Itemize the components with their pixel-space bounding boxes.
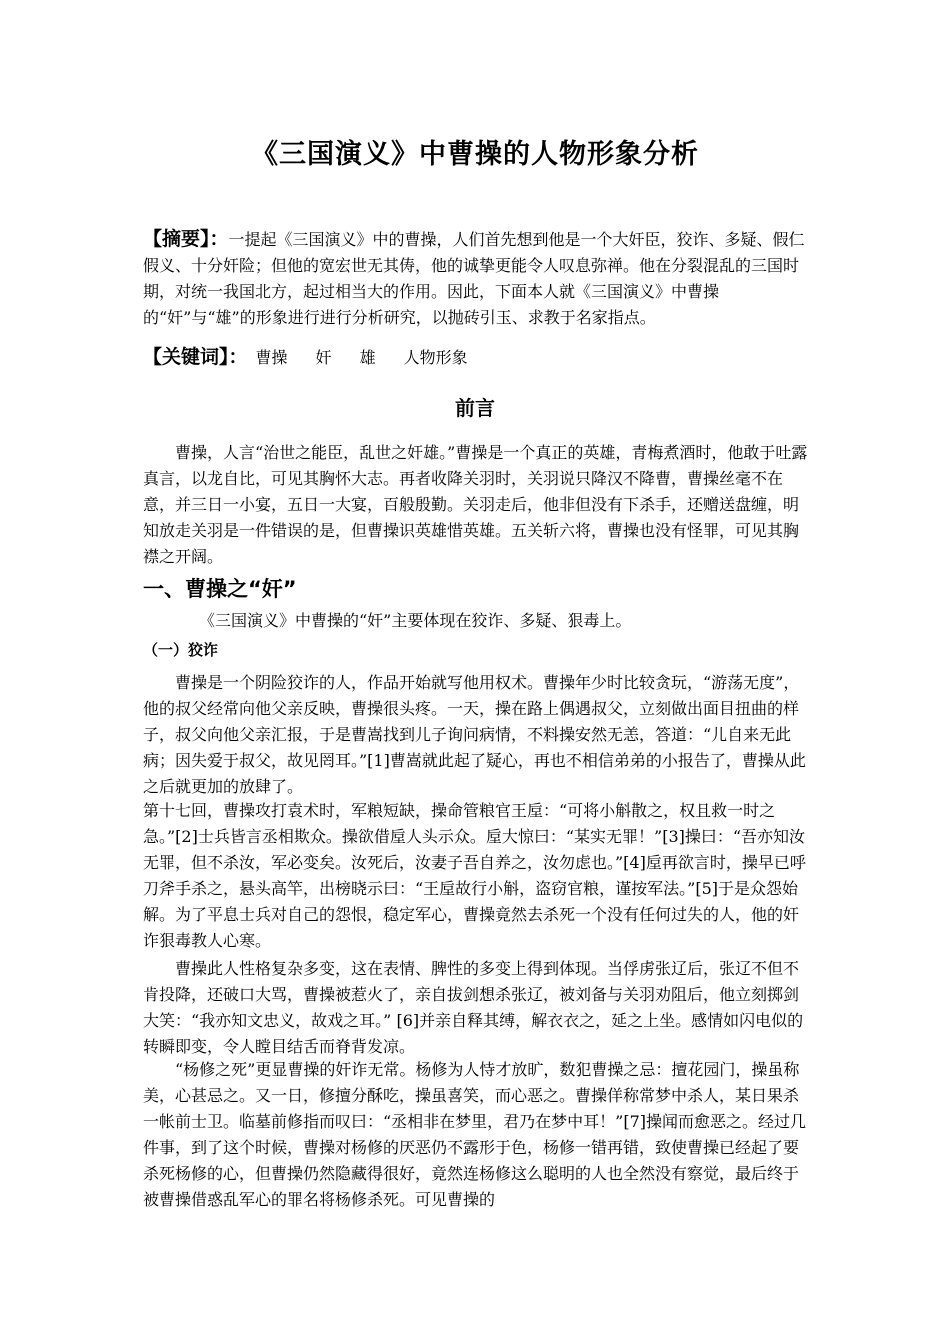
body-paragraph: “杨修之死”更显曹操的奸诈无常。杨修为人恃才放旷，数犯曹操之忌：擅花园门，操虽称美，心甚忌之。又一日，修擅分酥吃，操虽喜笑，而心恶之。曹操佯称常梦中杀人，某日果杀一帐前士卫。临墓前修指而叹曰：“丞相非在梦里，君乃在梦中耳！”[7]操闻而愈恶之。经过几件事，到了这个时候，曹操对杨修的厌恶仍不露形于色，杨修一错再错，致使曹操已经起了要杀死杨修的心，但曹操仍然隐藏得很好，竟然连杨修这么聪明的人也全然没有察觉，最后终于被曹操借惑乱军心的罪名将杨修杀死。可见曹操的 [143,1060,807,1209]
keyword: 雄 [359,348,376,367]
preface-heading: 前言 [455,396,495,420]
body-paragraph: 曹操此人性格复杂多变，这在表情、脾性的多变上得到体现。当俘虏张辽后，张辽不但不肯投降，还破口大骂，曹操被惹火了，亲自拔剑想杀张辽，被刘备与关羽劝阻后，他立刻掷剑大笑：“我亦知文忠义，故戏之耳。” [6]并亲自释其缚，解衣衣之，延之上坐。感情如闪电似的转瞬即变，令人瞠目结舌而脊背发凉。 [143,959,804,1056]
keyword: 人物形象 [403,348,468,367]
section-intro: 《三国演义》中曹操的“奸”主要体现在狡诈、多疑、狠毒上。 [199,611,632,630]
abstract-colon: ： [209,228,229,250]
keywords-heading: 【关键词】 [143,346,229,368]
abstract-heading: 【摘要】 [143,228,210,250]
abstract-text: 一提起《三国演义》中的曹操，人们首先想到他是一个大奸臣，狡诈、多疑、假仁假义、十分奸险；但他的宽宏世无其俦，他的诚挚更能令人叹息弥禅。他在分裂混乱的三国时期，对统一我国北方，起过相当大的作用。因此，下面本人就《三国演义》中曹操的“奸”与“雄”的形象进行进行分析研究，以抛砖引玉、求教于名家指点。 [143,230,805,327]
body-paragraph: 第十七回，曹操攻打袁术时，军粮短缺，操命管粮官王垕：“可将小斛散之，权且救一时之急。”[2]士兵皆言丞相欺众。操欲借垕人头示众。垕大惊曰：“某实无罪！”[3]操曰：“吾亦知汝无罪，但不杀汝，军必变矣。汝死后，汝妻子吾自养之，汝勿虑也。”[4]垕再欲言时，操早已呼刀斧手杀之，悬头高竿，出榜晓示曰：“王垕故行小斛，盗窃官粮，谨按军法。”[5]于是众怨始解。为了平息士兵对自己的怨恨，稳定军心，曹操竟然去杀死一个没有任何过失的人，他的奸诈狠毒教人心寒。 [143,801,806,950]
preface-paragraph: 曹操，人言“治世之能臣，乱世之奸雄。”曹操是一个真正的英雄，青梅煮酒时，他敢于吐露真言，以龙自比，可见其胸怀大志。再者收降关羽时，关羽说只降汉不降曹，曹操丝毫不在意，并三日一小宴，五日一大宴，百般殷勤。关羽走后，他非但没有下杀手，还赠送盘缠，明知放走关羽是一件错误的是，但曹操识英雄惜英雄。五关斩六将，曹操也没有怪罪，可见其胸襟之开阔。 [143,443,808,566]
keyword: 奸 [315,348,332,367]
body-paragraph: 曹操是一个阴险狡诈的人，作品开始就写他用权术。曹操年少时比较贪玩，“游荡无度”，他的叔父经常向他父亲反映，曹操很头疼。一天，操在路上偶遇叔父，立刻做出面目扭曲的样子，叔父向他父亲汇报，于是曹嵩找到儿子询问病情，不料操安然无恙，答道：“儿自来无此病；因失爱于叔父，故见罔耳。”[1]曹嵩就此起了疑心，再也不相信弟弟的小报告了，曹操从此之后就更加的放肆了。 [143,673,806,796]
keywords-line [143,344,808,371]
keyword: 曹操 [255,348,288,367]
subsection-heading: （一）狡诈 [143,641,219,659]
abstract-paragraph [143,226,808,331]
section-heading: 一、曹操之“奸” [143,577,297,601]
document-title: 《三国演义》中曹操的人物形象分析 [251,139,699,170]
keywords-colon: ： [228,346,248,368]
